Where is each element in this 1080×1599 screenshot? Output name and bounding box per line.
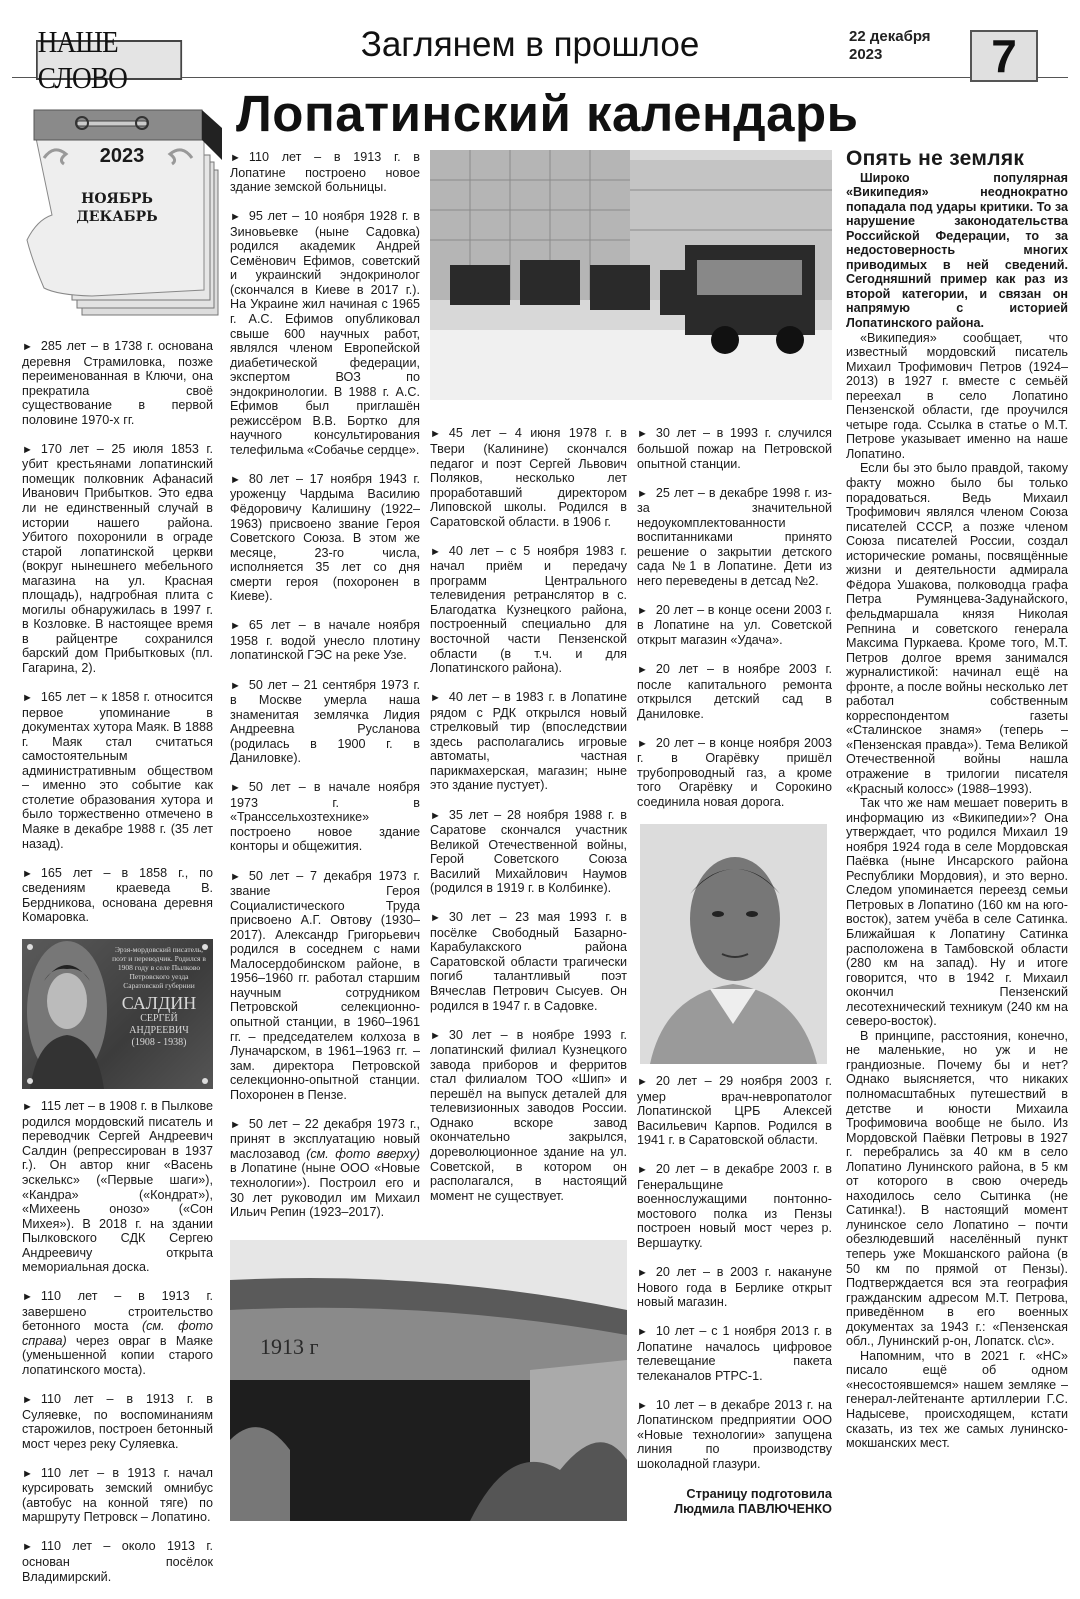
plaque-text — [109, 945, 209, 1049]
calendar-entry — [230, 678, 420, 766]
bullet-arrow-icon: ► — [230, 870, 241, 883]
calendar-entry-text: 170 лет – 25 июля 1853 г. убит крестьянами лопатинский помещик полковник Афанасий Иванович Прибытков. Это едва ли не единственный случай в истории нашего района. Убитого похоронили в ограде старой лопатинской церкви (вокруг нынешнего мебельного магазина на ул. Красная площадь), надгробная плита с могилы обнаружилась в 1997 г. в Козловке. В настоящее время в райцентре сохранился барский дом Прибытковых (пл. Гагарина, 2). — [22, 441, 213, 675]
calendar-entry — [430, 426, 627, 529]
calendar-entry-text: 30 лет – в 1993 г. случился большой пожар на Петровской опытной станции. — [637, 426, 832, 471]
issue-date-year: 2023 — [849, 46, 883, 63]
bullet-arrow-icon: ► — [637, 428, 648, 441]
calendar-entry-text: 115 лет – в 1908 г. в Пылкове родился мордовский писатель и переводчик Сергей Андреевич Салдин (репрессирован в 1937 г.). Он автор книг «Васень эскелькс» («Первые шаги»), «Кандра» («Кондрат»), «Михеень онозо» («Сон Михея»). В 2018 г. на здании Пылковского СДК Сергею Андреевичу открыта мемориальная доска. — [22, 1099, 213, 1275]
sidebar-article-paragraph: Так что же нам мешает поверить в информацию из «Википедии»? Она утверждает, что родился Михаил 19 ноября 1924 года в селе Мордовская Паёвка (ныне Инсарского района Республики Мордовия), и это верно. Следом упоминается переезд семьи Петровых в Лопатино (160 км на юго-восток), затем учёба в селе Сатинка. Ближайшая к Лопатину Сатинка расположена в Тамбовской области (280 км на запад). Ну и итоге говорится, что в 1942 г. Михаил окончил Пензенский лесотехнический техникум (240 км на северо-восток). — [846, 796, 1068, 1029]
calendar-column-1-bottom — [22, 1099, 213, 1584]
calendar-entry — [230, 618, 420, 663]
bullet-arrow-icon: ► — [22, 341, 33, 353]
portrait-image — [640, 824, 827, 1064]
bullet-arrow-icon: ► — [22, 1541, 33, 1554]
calendar-entry-text: 10 лет – с 1 ноября 2013 г. в Лопатине началось цифровое телевещание пакета телеканалов РТРС-1. — [637, 1324, 832, 1383]
calendar-entry-text: 50 лет – 21 сентября 1973 г. в Москве умерла наша знаменитая землячка Лидия Андреевна Русланова (родилась в 1900 г. в Даниловке). — [230, 677, 420, 766]
page-title: Лопатинский календарь — [236, 85, 859, 142]
sidebar-article-lead: Широко популярная «Википедия» неоднократно попадала под удары критики. То за нарушение законодательства Российской Федерации, то за недостоверность многих приводимых в ней сведений. Сегодняшний пример как раз из второй категории, и связан он напрямую с историей Лопатинского района. — [846, 170, 1068, 331]
bullet-arrow-icon: ► — [22, 692, 33, 705]
calendar-entry — [22, 442, 213, 676]
calendar-entry-text-cont: в Лопатине (ныне ООО «Новые технологии»). Построил его и 30 лет руководил им Михаил Ильич Репин (1923–2017). — [230, 1161, 420, 1220]
calendar-entry — [22, 1099, 213, 1275]
calendar-entry-text: 20 лет – в 2003 г. накануне Нового года в Берлике открыт новый магазин. — [637, 1264, 832, 1310]
calendar-entry-text: 45 лет – 4 июня 1978 г. в Твери (Калинине) скончался педагог и поэт Сергей Львович Поляков, несколько лет проработавший директором Липовской школы. Родился в Саратовской области. в 1906 г. — [430, 426, 627, 529]
calendar-entry — [637, 1324, 832, 1383]
calendar-months — [52, 190, 182, 226]
calendar-column-4-top — [637, 426, 832, 809]
bullet-arrow-icon: ► — [22, 443, 33, 456]
calendar-column-2 — [230, 150, 420, 1234]
bullet-arrow-icon: ► — [230, 782, 241, 795]
bullet-arrow-icon: ► — [637, 604, 648, 617]
bullet-arrow-icon: ► — [637, 1075, 648, 1088]
calendar-entry — [22, 1466, 213, 1525]
bullet-arrow-icon: ► — [22, 1394, 33, 1407]
plaque-name: СЕРГЕЙ — [140, 1013, 178, 1025]
photo-reference: (см. фото вверху) — [306, 1146, 421, 1161]
calendar-entry — [230, 150, 420, 195]
sidebar-article — [846, 147, 1068, 1451]
calendar-entry-text: 110 лет – около 1913 г. основан посёлок Владимирский. — [22, 1539, 213, 1584]
calendar-entry — [230, 869, 420, 1103]
calendar-month-november: НОЯБРЬ — [81, 191, 153, 207]
author-signature — [637, 1486, 832, 1516]
calendar-entry — [22, 1539, 213, 1584]
calendar-entry-text-cont: через овраг в Маяке (уменьшенной копии старого лопатинского моста). — [22, 1333, 213, 1378]
bullet-arrow-icon: ► — [230, 473, 241, 486]
calendar-entry — [230, 1117, 420, 1220]
bullet-arrow-icon: ► — [22, 867, 33, 880]
maiak-bridge-1913-photo — [230, 1240, 627, 1521]
calendar-entry — [637, 426, 832, 471]
man-portrait-photo — [640, 824, 827, 1064]
sidebar-article-paragraph: Если бы это было правдой, такому факту можно было бы только порадоваться. Ведь Михаил Трофимович являлся членом Союза писателей СССР, а позже членом Союза писателей России, создал исторические романы, посвящённые жизни и деятельности адмирала Фёдора Ушакова, полководца графа Петра Румянцева-Задунайского, фельдмаршала князя Николая Репнина и советского генерала Максима Пуркаева. Кроме того, М.Т. Петров долгое время занимался журналистикой: начинал ещё на фронте, а после войны несколько лет работал собственным корреспондентом газеты «Сталинское знамя» (теперь – «Пензенская правда»). Тема Великой Отечественной войны нашла отражение в трилогии писателя «Красный колосс» (1988–1993). — [846, 461, 1068, 796]
calendar-year: 2023 — [99, 145, 145, 167]
section-title: Заглянем в прошлое — [360, 25, 700, 64]
calendar-entry — [22, 866, 213, 925]
bullet-arrow-icon: ► — [230, 211, 241, 224]
plaque-surname: САЛДИН — [121, 993, 197, 1014]
calendar-entry — [430, 544, 627, 676]
calendar-entry-text: 20 лет – в декабре 2003 г. в Генеральщине военнослужащими понтонно-мостового полка из Пензы построен новый мост через р. Вершаутку. — [637, 1162, 832, 1250]
calendar-entry-text: 25 лет – в декабре 1998 г. из-за значительной недоукомплектованности воспитанниками принято решение о закрытии детского сада №1 в Лопатине. Дети из него переведены в детсад №2. — [637, 485, 832, 588]
calendar-entry — [637, 603, 832, 648]
calendar-entry-text: 165 лет – в 1858 г., по сведениям краеведа В. Бердникова, основана деревня Комаровка. — [22, 865, 213, 925]
plaque-patronymic: АНДРЕЕВИЧ — [129, 1025, 189, 1037]
newspaper-logo: НАШЕ СЛОВО — [36, 40, 182, 80]
plaque-caption: Эрзя-мордовский писатель, поэт и переводчик. Родился в 1908 году в селе Пылково Петровского уезда Саратовской губернии — [112, 945, 206, 991]
bullet-arrow-icon: ► — [430, 912, 441, 925]
calendar-entry — [230, 472, 420, 604]
calendar-entry-text: 110 лет – в 1913 г. завершено строительство бетонного моста — [22, 1289, 213, 1334]
calendar-column-1 — [22, 100, 213, 1599]
photo-reference: (см. фото справа) — [22, 1319, 213, 1348]
calendar-entry — [430, 1028, 627, 1204]
calendar-entry-text: 20 лет – 29 ноября 2003 г. умер врач-невропатолог Лопатинской ЦРБ Алексей Васильевич Карпов. Родился в 1941 г. в Саратовской области. — [637, 1073, 832, 1148]
calendar-entry — [22, 690, 213, 851]
page-number: 7 — [970, 30, 1038, 82]
bullet-arrow-icon: ► — [230, 1118, 241, 1131]
calendar-entry-text: 80 лет – 17 ноября 1943 г. уроженцу Чардыма Василию Фёдоровичу Калишину (1922–1963) присвоено звание Героя Советского Союза. В этом же месяце, 23-го числа, исполняется 35 лет со дня смерти героя (похоронен в Киеве). — [230, 471, 420, 604]
calendar-column-3 — [430, 426, 627, 1217]
calendar-column-1-top — [22, 339, 213, 925]
bullet-arrow-icon: ► — [637, 737, 648, 750]
calendar-entry-text: 285 лет – в 1738 г. основана деревня Страмиловка, позже переименованная в Ключи, она прекратила своё существование в первой половине 1970-х гг. — [22, 339, 213, 427]
sidebar-article-title: Опять не земляк — [846, 147, 1025, 170]
calendar-entry-text: 40 лет – с 5 ноября 1983 г. начал приём и передачу программ Центрального телевидения ретранслятор в с. Благодатка Кузнецкого района, построенный специально для восточной части Пензенской области (в т.ч. и для Лопатинского района). — [430, 543, 627, 676]
plaque-years: (1908 - 1938) — [131, 1037, 187, 1049]
calendar-entry-text: 20 лет – в ноябре 2003 г. после капитального ремонта открылся детский сад в Даниловке. — [637, 662, 832, 721]
calendar-entry — [22, 339, 213, 427]
bullet-arrow-icon: ► — [230, 620, 241, 633]
saldin-memorial-plaque-photo — [22, 939, 213, 1089]
butter-plant-trucks-photo — [430, 150, 832, 400]
sidebar-article-paragraph: Напомним, что в 2021 г. «НС» писало ещё об одном «несостоявшемся» нашем земляке – генерал-лейтенанте артиллерии Г.С. Надысеве, происходящем, кстати сказать, из тех же самых лунинско-мокшанских мест. — [846, 1348, 1068, 1451]
calendar-entry-text: 40 лет – в 1983 г. в Лопатине рядом с РДК открылся новый стрелковый тир (впоследствии здесь располагались игровые автоматы, частная парикмахерская, магазин; ныне это здание пустует). — [430, 690, 627, 793]
calendar-column-4-bottom — [637, 1074, 832, 1472]
bullet-arrow-icon: ► — [637, 1326, 648, 1339]
bullet-arrow-icon: ► — [430, 545, 441, 558]
calendar-entry — [637, 1398, 832, 1472]
signature-prepared-by: Страницу подготовила — [686, 1486, 832, 1502]
calendar-entry-text: 165 лет – к 1858 г. относится первое упоминание в документах хутора Маяк. В 1888 г. Маяк стал считаться самостоятельным административным обществом – именно это событие как столетие образования хутора и было торжественно отмечено в Маяке в декабре 1988 г. (35 лет назад). — [22, 690, 213, 851]
calendar-entry-text: 30 лет – 23 мая 1993 г. в посёлке Свободный Базарно-Карабулакского района Саратовской области трагически погиб талантливый поэт Вячеслав Петрович Сысуев. Он родился в 1947 г. в Садовке. — [430, 910, 627, 1013]
bullet-arrow-icon: ► — [22, 1291, 33, 1304]
calendar-entry-text: 95 лет – 10 ноября 1928 г. в Зиновьевке (ныне Садовка) родился академик Андрей Семёнович Ефимов, советский и украинский эндокринолог (скончался в Киеве в 2017 г.). На Украине жил начиная с 1965 г. А.С. Ефимов опубликовал свыше 600 научных работ, являлся членом Европейской диабетической федерации, экспертом ВОЗ по эндокринологии. В 1988 г. А.С. Ефимов был приглашён режиссёром В.В. Бортко для научного консультирования телефильма «Собачье сердце». — [230, 209, 420, 457]
calendar-entry-text: 35 лет – 28 ноября 1988 г. в Саратове скончался участник Великой Отечественной войны, Герой Советского Союза Василий Михайлович Наумов (родился в 1919 г. в Колбинке). — [430, 807, 627, 896]
sidebar-article-paragraph: В принципе, расстояния, конечно, не маленькие, но уж и не грандиозные. Почему бы и нет? Однако выясняется, что никаких полномасштабных путешествий в детстве и юности Михаила Трофимовича вообще не было. Из Мордовской Паёвки Петровы в 1927 г. перебрались за 40 км в село Лопатино Лунинского района, в 5 км от которого в свою очередь находилось село Сытинка (не Сатинка!). В настоящий момент лунинское село Лопатино – почти обезлюдевший населённый пункт теперь уже Мокшанского района (в 50 км по прямой от Пензы). Подтверждается вся эта география гражданским адресом М.Т. Петрова, приведённом в его военных документах за 1943 г.: «Пензенская обл., Лунинский р-он, Лопатск. с\с». — [846, 1028, 1068, 1349]
bullet-arrow-icon: ► — [430, 809, 441, 822]
calendar-entry — [230, 780, 420, 854]
sidebar-article-paragraph: «Википедия» сообщает, что известный мордовский писатель Михаил Трофимович Петров (1924–2013) в 1927 г. вместе с семьёй переехал в село Лопатино Пензенской области, где проучился четыре года. Ссылка в статье о М.Т. Петрове указывает именно на наше Лопатино. — [846, 330, 1068, 461]
calendar-entry-text: 10 лет – в декабре 2013 г. на Лопатинском предприятии ООО «Новые технологии» запущена линия по производству шоколадной глазури. — [637, 1397, 832, 1471]
bullet-arrow-icon: ► — [230, 679, 241, 692]
calendar-entry — [637, 1265, 832, 1310]
calendar-entry-text: 50 лет – 7 декабря 1973 г. звание Героя Социалистического Труда присвоено А.Г. Овтову (1930–2017). Александр Григорьевич родился в соседнем с нами Малосердобинском районе, в 1956–1960 гг. работал старшим научным сотрудником Петровской селекционно-опытной станции, в 1960–1961 гг. – председателем колхоза в Луначарском, в 1961–1963 гг. – зам. директора Петровской селекционно-опытной станции. Похоронен в Пензе. — [230, 868, 420, 1102]
calendar-entry-text: 30 лет – в ноябре 1993 г. лопатинский филиал Кузнецкого завода приборов и ферритов стал филиалом ТОО «Шип» и перешёл на выпуск деталей для телевизионных заводов России. Однако вскоре завод окончательно закрылся, дореволюционное здание на ул. Советской, в котором он располагался, в настоящий момент не существует. — [430, 1027, 627, 1203]
calendar-entry — [230, 209, 420, 457]
tear-off-calendar-graphic — [22, 100, 227, 325]
calendar-entry — [430, 690, 627, 793]
calendar-entry-text: 110 лет – в 1913 г. начал курсировать земский омнибус (автобус на конной тяге) по маршруту Петровск – Лопатино. — [22, 1465, 213, 1525]
calendar-entry-text: 20 лет – в конце осени 2003 г. в Лопатине на ул. Советской открыт магазин «Удача». — [637, 602, 832, 647]
calendar-entry-text: 50 лет – 22 декабря 1973 г., принят в эксплуатацию новый маслозавод — [230, 1116, 420, 1161]
bullet-arrow-icon: ► — [637, 664, 648, 677]
calendar-entry-text: 50 лет – в начале ноября 1973 г. в «Транссельхозтехнике» построено новое здание конторы и общежития. — [230, 780, 420, 854]
bullet-arrow-icon: ► — [430, 428, 441, 441]
calendar-entry — [637, 1074, 832, 1148]
bridge-inscription: 1913 г — [260, 1334, 319, 1360]
middle-columns — [230, 150, 832, 1527]
bullet-arrow-icon: ► — [637, 1266, 648, 1279]
calendar-entry — [637, 662, 832, 721]
bullet-arrow-icon: ► — [430, 1029, 441, 1042]
calendar-entry — [637, 486, 832, 589]
bullet-arrow-icon: ► — [430, 692, 441, 705]
calendar-entry-text: 20 лет – в конце ноября 2003 г. в Огарёвку пришёл трубопроводный газ, а кроме того Огарёвку и Сорокино соединила новая дорога. — [637, 735, 832, 809]
issue-date-day: 22 декабря — [849, 28, 931, 45]
calendar-entry-text: 110 лет – в 1913 г. в Суляевке, по воспоминаниям старожилов, построен бетонный мост через реку Суляевка. — [22, 1392, 213, 1451]
calendar-entry — [637, 1162, 832, 1250]
calendar-entry — [22, 1289, 213, 1377]
bridge-photo-image — [230, 1240, 627, 1521]
issue-date — [849, 28, 931, 64]
bullet-arrow-icon: ► — [22, 1101, 33, 1114]
calendar-entry-text: 110 лет – в 1913 г. в Лопатине построено новое здание земской больницы. — [230, 150, 420, 195]
bullet-arrow-icon: ► — [637, 1399, 648, 1412]
calendar-column-4 — [637, 426, 832, 1516]
bullet-arrow-icon: ► — [230, 152, 241, 164]
calendar-entry-text: 65 лет – в начале ноября 1958 г. водой унесло плотину лопатинской ГЭС на реке Узе. — [230, 618, 420, 663]
bullet-arrow-icon: ► — [637, 487, 648, 500]
calendar-entry — [430, 808, 627, 896]
bullet-arrow-icon: ► — [22, 1467, 33, 1480]
signature-author-name: Людмила ПАВЛЮЧЕНКО — [674, 1501, 832, 1517]
calendar-entry — [637, 736, 832, 810]
calendar-month-december: ДЕКАБРЬ — [76, 209, 158, 225]
trucks-photo-image — [430, 150, 832, 400]
calendar-entry — [430, 910, 627, 1013]
calendar-entry — [22, 1392, 213, 1451]
bullet-arrow-icon: ► — [637, 1164, 648, 1177]
